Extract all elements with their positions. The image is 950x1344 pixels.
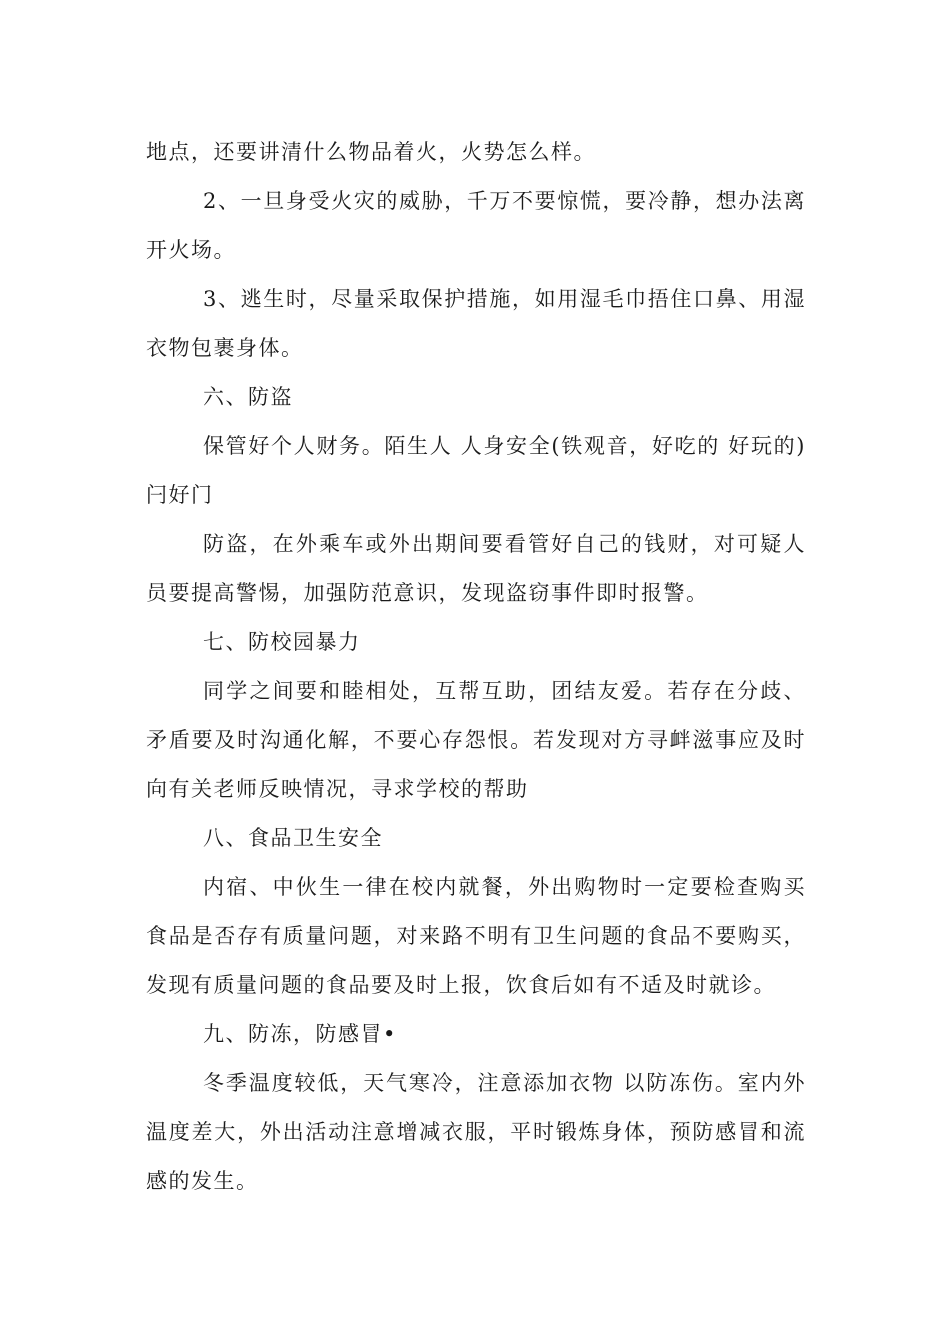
paragraph-fire-stay-calm: 2、一旦身受火灾的威胁，千万不要惊慌，要冷静，想办法离开火场。 bbox=[146, 189, 806, 262]
paragraph-cold-prevention: 冬季温度较低，天气寒冷，注意添加衣物 以防冻伤。室内外温度差大，外出活动注意增减衣服，平时锻炼身体，预防感冒和流感的发生。 bbox=[146, 1071, 806, 1193]
paragraph-anti-theft-property: 保管好个人财务。陌生人 人身安全(铁观音，好吃的 好玩的)闩好门 bbox=[146, 434, 806, 507]
paragraph-food-safety: 内宿、中伙生一律在校内就餐，外出购物时一定要检查购买食品是否存有质量问题，对来路不明有卫生问题的食品不要购买，发现有质量问题的食品要及时上报，饮食后如有不适及时就诊。 bbox=[146, 875, 806, 997]
document-body bbox=[146, 128, 806, 1206]
heading-cold-prevention: 九、防冻，防感冒• bbox=[203, 1022, 397, 1046]
heading-school-violence: 七、防校园暴力 bbox=[203, 630, 361, 654]
paragraph-school-violence: 同学之间要和睦相处，互帮互助，团结友爱。若存在分歧、矛盾要及时沟通化解，不要心存怨恨。若发现对方寻衅滋事应及时向有关老师反映情况，寻求学校的帮助 bbox=[146, 679, 806, 801]
paragraph-anti-theft-travel: 防盗，在外乘车或外出期间要看管好自己的钱财，对可疑人员要提高警惕，加强防范意识，发现盗窃事件即时报警。 bbox=[146, 532, 806, 605]
heading-anti-theft: 六、防盗 bbox=[203, 385, 293, 409]
heading-food-safety: 八、食品卫生安全 bbox=[203, 826, 383, 850]
paragraph-fire-escape-protection: 3、逃生时，尽量采取保护措施，如用湿毛巾捂住口鼻、用湿衣物包裹身体。 bbox=[146, 287, 806, 360]
paragraph-fire-report-location: 地点，还要讲清什么物品着火，火势怎么样。 bbox=[146, 140, 596, 164]
